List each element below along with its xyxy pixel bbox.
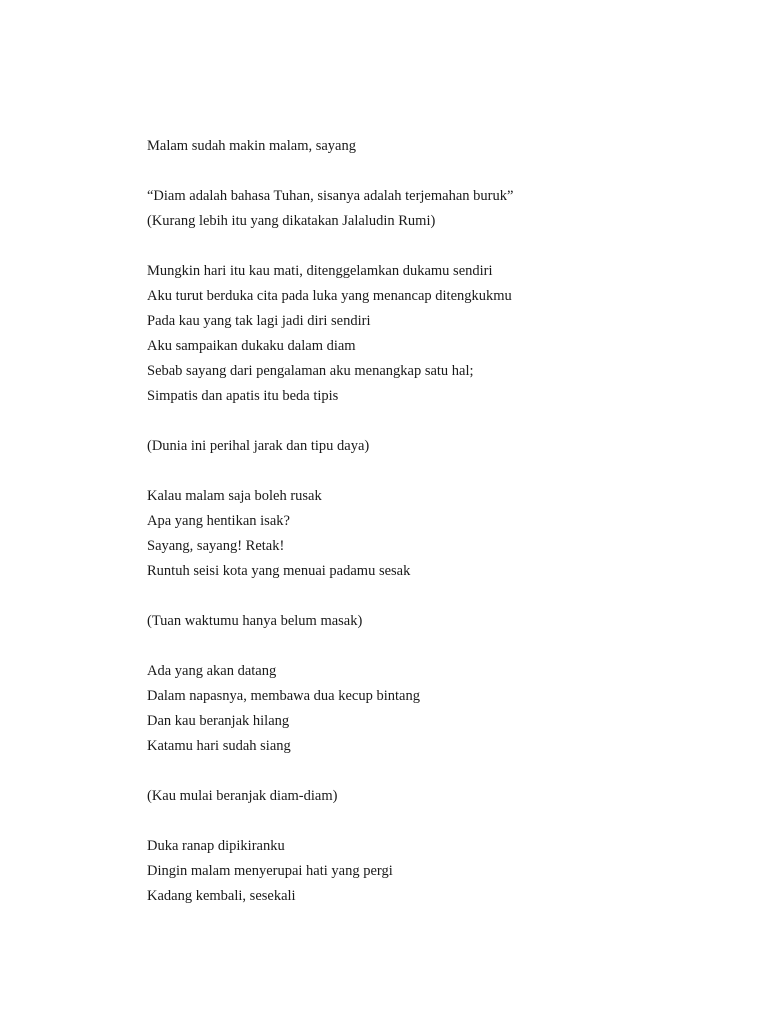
poem-line: Runtuh seisi kota yang menuai padamu sesak xyxy=(147,563,411,579)
poem-line: Ada yang akan datang xyxy=(147,663,277,679)
poem-line: Katamu hari sudah siang xyxy=(147,738,291,754)
poem-line: Kalau malam saja boleh rusak xyxy=(147,488,322,504)
stanza-1 xyxy=(147,184,747,234)
stanza-3 xyxy=(147,434,747,459)
stanza-5 xyxy=(147,609,747,634)
poem-title-block xyxy=(147,134,747,159)
stanza-2 xyxy=(147,259,747,409)
poem-line: Aku sampaikan dukaku dalam diam xyxy=(147,338,356,354)
poem-line: Aku turut berduka cita pada luka yang menancap ditengkukmu xyxy=(147,288,512,304)
stanza-6 xyxy=(147,659,747,759)
poem-line: (Kau mulai beranjak diam-diam) xyxy=(147,788,338,804)
document-page xyxy=(147,134,747,934)
poem-line: (Kurang lebih itu yang dikatakan Jalaludin Rumi) xyxy=(147,213,436,229)
stanza-7 xyxy=(147,784,747,809)
poem-line: Simpatis dan apatis itu beda tipis xyxy=(147,388,339,404)
stanza-8 xyxy=(147,834,747,909)
poem-line: Sebab sayang dari pengalaman aku menangkap satu hal; xyxy=(147,363,474,379)
poem-title: Malam sudah makin malam, sayang xyxy=(147,138,356,154)
poem-line: Dingin malam menyerupai hati yang pergi xyxy=(147,863,393,879)
poem-line: (Dunia ini perihal jarak dan tipu daya) xyxy=(147,438,370,454)
stanza-4 xyxy=(147,484,747,584)
poem-line: Pada kau yang tak lagi jadi diri sendiri xyxy=(147,313,371,329)
poem-line: Dalam napasnya, membawa dua kecup bintang xyxy=(147,688,420,704)
poem-line: Dan kau beranjak hilang xyxy=(147,713,290,729)
poem-line: Apa yang hentikan isak? xyxy=(147,513,290,529)
poem-line: (Tuan waktumu hanya belum masak) xyxy=(147,613,363,629)
poem-line: “Diam adalah bahasa Tuhan, sisanya adalah terjemahan buruk” xyxy=(147,188,514,204)
poem-line: Kadang kembali, sesekali xyxy=(147,888,296,904)
poem-line: Duka ranap dipikiranku xyxy=(147,838,285,854)
poem-line: Mungkin hari itu kau mati, ditenggelamkan dukamu sendiri xyxy=(147,263,493,279)
poem-line: Sayang, sayang! Retak! xyxy=(147,538,285,554)
